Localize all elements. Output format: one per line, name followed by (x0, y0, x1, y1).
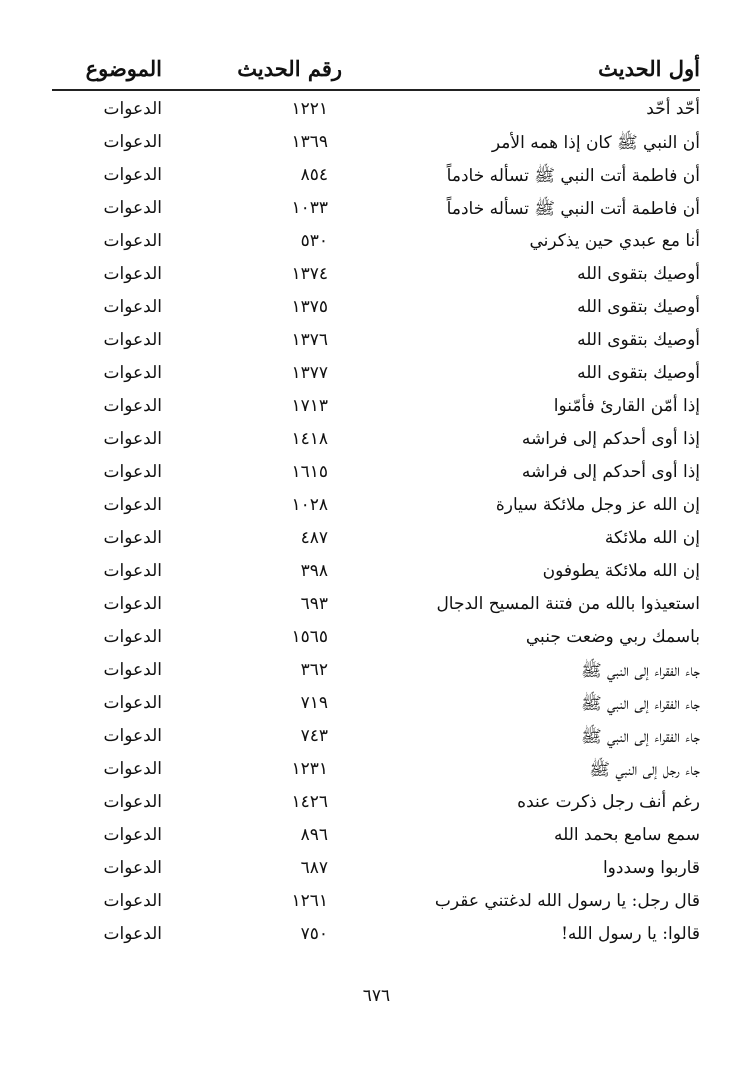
hadith-number: ٣٩٨ (300, 561, 328, 581)
hadith-topic: الدعوات (103, 495, 162, 515)
hadith-topic: الدعوات (103, 759, 162, 779)
hadith-first-words: قاربوا وسددوا (602, 858, 700, 878)
hadith-first-words: قال رجل: يا رسول الله لدغتني عقرب (434, 891, 700, 911)
hadith-topic: الدعوات (103, 792, 162, 812)
hadith-first-words: أوصيك بتقوى الله (577, 363, 700, 383)
hadith-first-words: أحّد أحّد (646, 99, 700, 119)
hadith-first-words: أن فاطمة أتت النبي ﷺ تسأله خادماً (446, 166, 700, 186)
table-row (52, 192, 700, 225)
hadith-topic: الدعوات (103, 165, 162, 185)
hadith-first-words: إن الله ملائكة يطوفون (542, 561, 700, 581)
hadith-topic: الدعوات (103, 561, 162, 581)
hadith-topic: الدعوات (103, 594, 162, 614)
hadith-topic: الدعوات (103, 693, 162, 713)
hadith-topic: الدعوات (103, 858, 162, 878)
hadith-first-words: أنا مع عبدي حين يذكرني (529, 231, 700, 251)
table-row (52, 786, 700, 819)
hadith-first-words: أوصيك بتقوى الله (577, 264, 700, 284)
hadith-number: ٣٦٢ (300, 660, 328, 680)
hadith-number: ٨٩٦ (300, 825, 328, 845)
table-row (52, 390, 700, 423)
hadith-number: ٦٩٣ (300, 594, 328, 614)
hadith-topic: الدعوات (103, 825, 162, 845)
hadith-topic: الدعوات (103, 891, 162, 911)
hadith-number: ١٠٣٣ (291, 198, 328, 218)
hadith-number: ٧١٩ (300, 693, 328, 713)
hadith-first-words: إن الله عز وجل ملائكة سيارة (495, 495, 700, 515)
table-row (52, 324, 700, 357)
table-row (52, 819, 700, 852)
table-row (52, 357, 700, 390)
hadith-first-words: جاء الفقراء إلى النبي ﷺ (581, 727, 700, 747)
hadith-number: ١٤١٨ (291, 429, 328, 449)
table-row (52, 423, 700, 456)
hadith-number: ١٣٧٥ (291, 297, 328, 317)
hadith-number: ١٢٢١ (291, 99, 328, 119)
hadith-first-words: إن الله ملائكة (604, 528, 700, 548)
header-topic: الموضوع (85, 56, 162, 81)
hadith-first-words: إذا أمّن القارئ فأمّنوا (553, 396, 700, 416)
hadith-first-words: قالوا: يا رسول الله! (561, 924, 700, 944)
hadith-first-words: باسمك ربي وضعت جنبي (525, 627, 700, 647)
hadith-topic: الدعوات (103, 924, 162, 944)
hadith-number: ٦٨٧ (300, 858, 328, 878)
hadith-topic: الدعوات (103, 726, 162, 746)
table-row (52, 654, 700, 687)
hadith-topic: الدعوات (103, 528, 162, 548)
hadith-topic: الدعوات (103, 132, 162, 152)
hadith-first-words: جاء رجل إلى النبي ﷺ (589, 760, 700, 780)
hadith-topic: الدعوات (103, 660, 162, 680)
table-row (52, 126, 700, 159)
table-row (52, 159, 700, 192)
table-row (52, 555, 700, 588)
hadith-number: ١٦١٥ (291, 462, 328, 482)
hadith-topic: الدعوات (103, 264, 162, 284)
table-row (52, 93, 700, 126)
hadith-number: ١٣٧٦ (291, 330, 328, 350)
table-row (52, 489, 700, 522)
hadith-number: ١٢٣١ (291, 759, 328, 779)
hadith-number: ٨٥٤ (300, 165, 328, 185)
hadith-first-words: إذا أوى أحدكم إلى فراشه (521, 429, 700, 449)
page-number: ٦٧٦ (362, 986, 391, 1006)
hadith-first-words: أن النبي ﷺ كان إذا همه الأمر (491, 133, 700, 153)
hadith-first-words: إذا أوى أحدكم إلى فراشه (521, 462, 700, 482)
hadith-first-words: أن فاطمة أتت النبي ﷺ تسأله خادماً (446, 199, 700, 219)
hadith-number: ١٢٦١ (291, 891, 328, 911)
table-row (52, 588, 700, 621)
hadith-first-words: رغم أنف رجل ذكرت عنده (517, 792, 700, 812)
hadith-first-words: أوصيك بتقوى الله (577, 297, 700, 317)
header-rule (52, 89, 700, 91)
hadith-topic: الدعوات (103, 627, 162, 647)
table-row (52, 720, 700, 753)
hadith-first-words: سمع سامع بحمد الله (553, 825, 700, 845)
hadith-number: ١٥٦٥ (291, 627, 328, 647)
hadith-first-words: جاء الفقراء إلى النبي ﷺ (581, 661, 700, 681)
header-hadith-number: رقم الحديث (237, 56, 342, 81)
hadith-topic: الدعوات (103, 231, 162, 251)
hadith-number: ١٧١٣ (291, 396, 328, 416)
table-body (52, 93, 700, 951)
hadith-first-words: جاء الفقراء إلى النبي ﷺ (581, 694, 700, 714)
hadith-number: ١٣٧٤ (291, 264, 328, 284)
header-first-words: أول الحديث (598, 56, 700, 81)
hadith-number: ١٤٢٦ (291, 792, 328, 812)
table-header (52, 52, 700, 88)
hadith-topic: الدعوات (103, 99, 162, 119)
table-row (52, 687, 700, 720)
table-row (52, 753, 700, 786)
hadith-topic: الدعوات (103, 396, 162, 416)
table-row (52, 852, 700, 885)
hadith-first-words: أوصيك بتقوى الله (577, 330, 700, 350)
table-row (52, 522, 700, 555)
hadith-topic: الدعوات (103, 297, 162, 317)
hadith-number: ٤٨٧ (300, 528, 328, 548)
table-row (52, 456, 700, 489)
hadith-topic: الدعوات (103, 462, 162, 482)
table-row (52, 621, 700, 654)
hadith-number: ٧٤٣ (300, 726, 328, 746)
table-row (52, 885, 700, 918)
table-row (52, 258, 700, 291)
hadith-number: ١٠٢٨ (291, 495, 328, 515)
hadith-number: ٥٣٠ (300, 231, 328, 251)
table-row (52, 918, 700, 951)
hadith-number: ١٣٦٩ (291, 132, 328, 152)
hadith-number: ١٣٧٧ (291, 363, 328, 383)
hadith-number: ٧٥٠ (300, 924, 328, 944)
hadith-topic: الدعوات (103, 429, 162, 449)
hadith-topic: الدعوات (103, 198, 162, 218)
hadith-first-words: استعيذوا بالله من فتنة المسيح الدجال (436, 594, 700, 614)
table-row (52, 225, 700, 258)
hadith-topic: الدعوات (103, 363, 162, 383)
hadith-topic: الدعوات (103, 330, 162, 350)
table-row (52, 291, 700, 324)
